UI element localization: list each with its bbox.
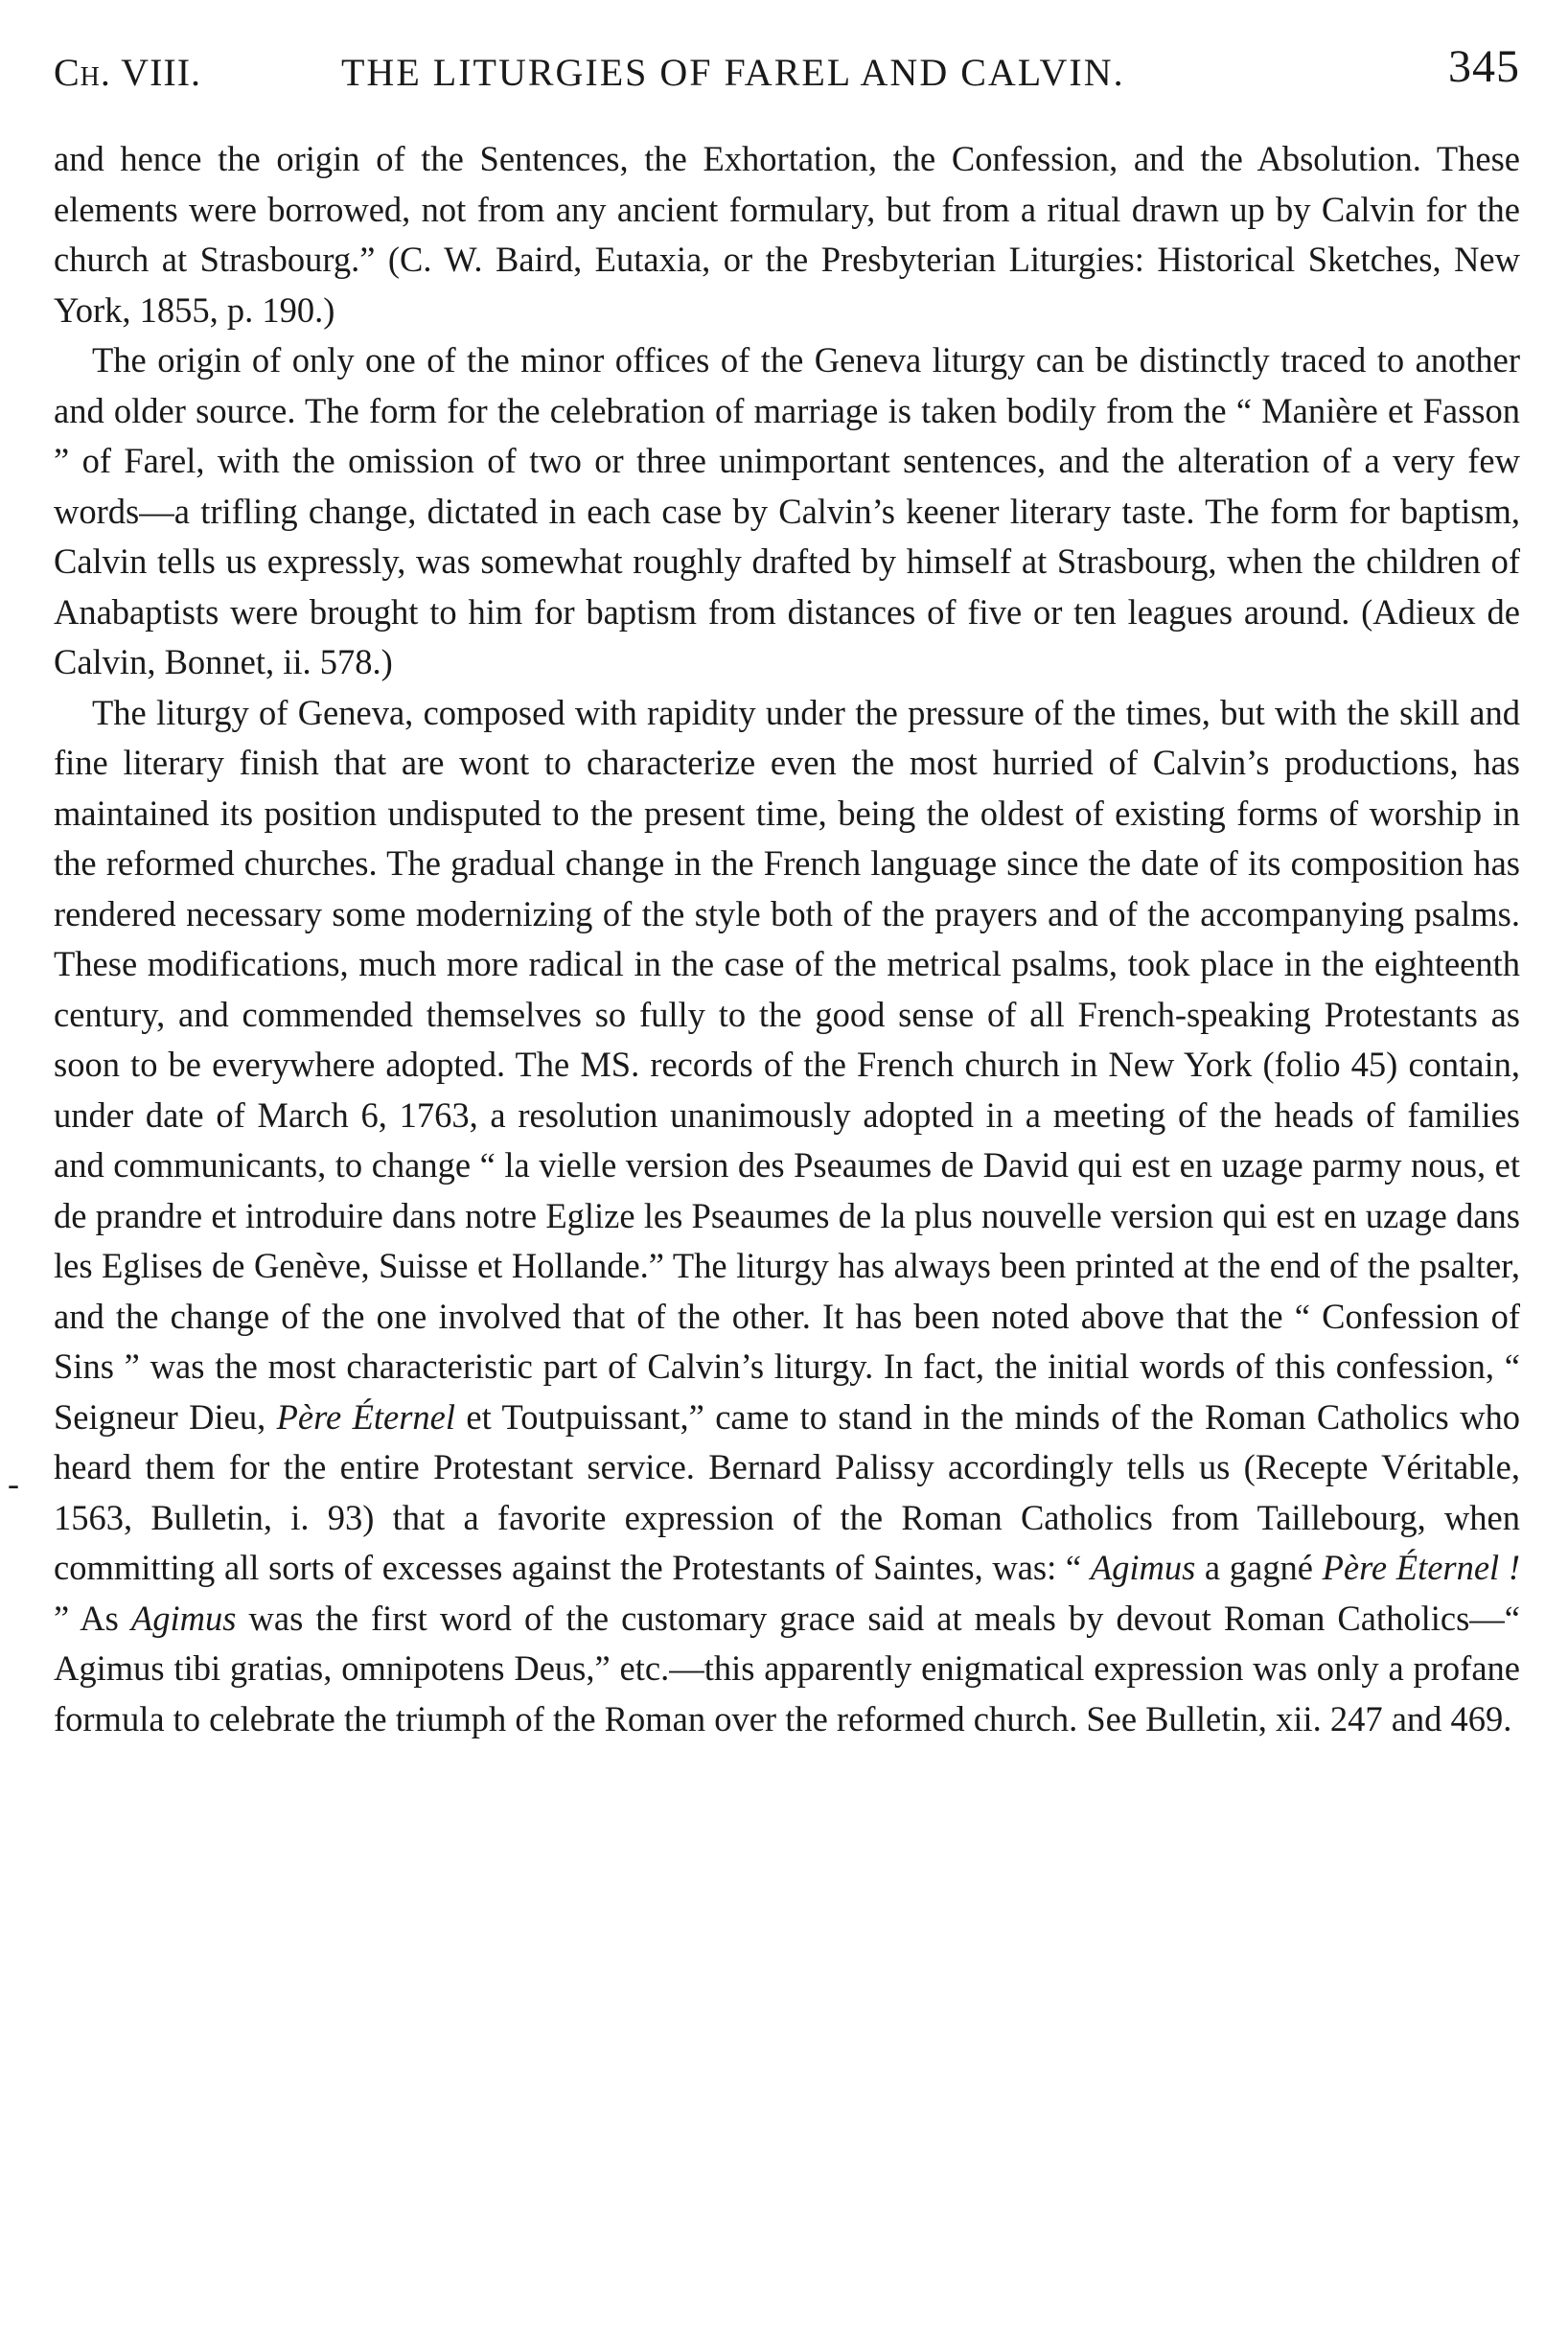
page-number: 345	[1448, 41, 1520, 92]
running-title: THE LITURGIES OF FAREL AND CALVIN.	[341, 51, 1125, 94]
paragraph	[54, 335, 1520, 688]
text-run: The liturgy of Geneva, composed with rapidity under the pressure of the times, but with the skill and fine literary finish that are wont to characterize even the most hurried of Calvin’s productions, has maintained its position undisputed to the present time, being the oldest of existing forms of worship in the reformed churches. The gradual change in the French language since the date of its composition has rendered necessary some modernizing of the style both of the prayers and of the accompanying psalms. These modifications, much more radical in the case of the metrical psalms, took place in the eighteenth century, and commended themselves so fully to the good sense of all French-speaking Protestants as soon to be everywhere adopted. The MS. records of the French church in New York (folio 45) contain, under date of March 6, 1763, a resolution unanimously adopted in a meeting of the heads of families and communicants, to change “ la vielle version des Pseaumes de David qui est en uzage parmy nous, et de prandre et introduire dans notre Eglize les Pseaumes de la plus nouvelle version qui est en uzage dans les Eglises de Genève, Suisse et Hollande.” The liturgy has always been printed at the end of the psalter, and the change of the one involved that of the other. It has been noted above that the “ Confession of Sins ” was the most characteristic part of Calvin’s liturgy. In fact, the initial words of this confession, “ Seigneur Dieu,	[54, 692, 1520, 1437]
text-run: et Toutpuissant,” came to stand in the minds of the Roman Catholics who heard them for the entire Protestant service. Bernard Palissy accordingly tells us (Recepte Véritable, 1563, Bulletin, i. 93) that a favorite expression of the Roman Catholics from Taillebourg, when committing all sorts of excesses against the Protestants of Saintes, was: “	[54, 1396, 1520, 1587]
text-run: was the first word of the customary grace said at meals by devout Roman Catholics—“ Agimus tibi gratias, omnipotens Deus,” etc.—this apparently enigmatical expression was only a profane formula to celebrate the triumph of the Roman over the reformed church. See Bulletin, xii. 247 and 469.	[54, 1598, 1520, 1738]
body-text	[54, 134, 1520, 1744]
italic-text: Père Éternel	[276, 1396, 455, 1437]
paragraph	[54, 688, 1520, 1745]
italic-text: Père Éternel !	[1322, 1548, 1521, 1587]
text-run: a gagné	[1195, 1548, 1323, 1587]
margin-mark: -	[8, 1464, 19, 1503]
running-head	[54, 38, 1520, 96]
text-run: and hence the origin of the Sentences, the Exhortation, the Confession, and the Absolution. These elements were borrowed, not from any ancient formulary, but from a ritual drawn up by Calvin for the church at Strasbourg.” (C. W. Baird, Eutaxia, or the Presbyterian Liturgies: Historical Sketches, New York, 1855, p. 190.)	[54, 139, 1520, 330]
text-run: ” As	[54, 1598, 131, 1638]
italic-text: Agimus	[1090, 1548, 1196, 1587]
italic-text: Agimus	[130, 1598, 237, 1638]
chapter-label: Ch. VIII.	[54, 51, 202, 94]
book-page	[8, 38, 1521, 1744]
text-run: The origin of only one of the minor offices of the Geneva liturgy can be distinctly traced to another and older source. The form for the celebration of marriage is taken bodily from the “ Manière et Fasson ” of Farel, with the omission of two or three unimportant sentences, and the alteration of a very few words—a trifling change, dictated in each case by Calvin’s keener literary taste. The form for baptism, Calvin tells us expressly, was somewhat roughly drafted by himself at Strasbourg, when the children of Anabaptists were brought to him for baptism from distances of five or ten leagues around. (Adieux de Calvin, Bonnet, ii. 578.)	[54, 340, 1520, 681]
paragraph	[54, 134, 1520, 335]
